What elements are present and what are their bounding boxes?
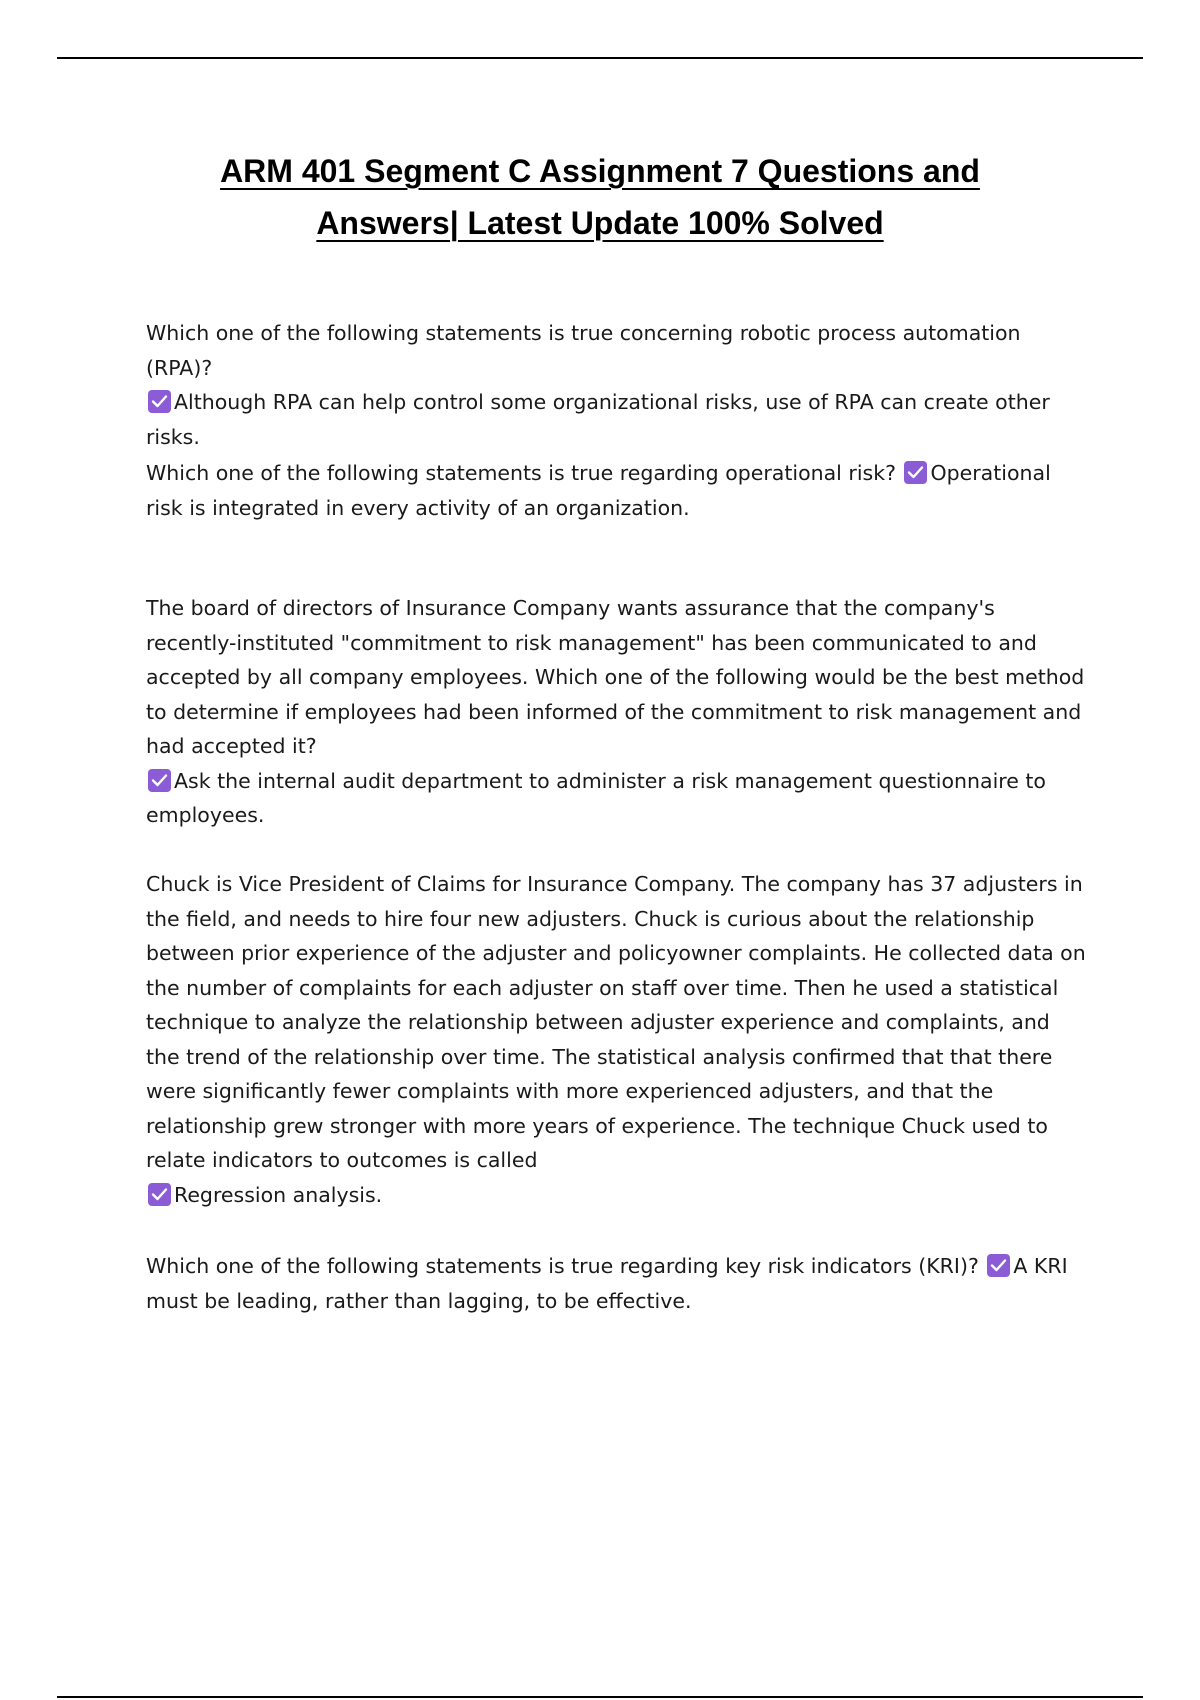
answer-text: Operational risk is integrated in every activity of an organization. xyxy=(146,461,1051,520)
qa-item-1 xyxy=(146,316,1086,454)
question-text: Chuck is Vice President of Claims for Insurance Company. The company has 37 adjusters in the field, and needs to hire four new adjusters. Chuck is curious about the relationship between prior experience of the adjuster and policyowner complaints. He collected data on the number of complaints for each adjuster on staff over time. Then he used a statistical technique to analyze the relationship between adjuster experience and complaints, and the trend of the relationship over time. The statistical analysis confirmed that that there were significantly fewer complaints with more experienced adjusters, and that the relationship grew stronger with more years of experience. The technique Chuck used to relate indicators to outcomes is called xyxy=(146,872,1086,1172)
question-text: Which one of the following statements is true regarding key risk indicators (KRI)? xyxy=(146,1254,979,1278)
bottom-rule xyxy=(57,1696,1143,1698)
check-box-icon xyxy=(148,769,171,792)
title-line-2: Answers| Latest Update 100% Solved xyxy=(316,205,884,241)
question-text: The board of directors of Insurance Company wants assurance that the company's recently-instituted "commitment to risk management" has been communicated to and accepted by all company employees. Which one of the following would be the best method to determine if employees had been informed of the commitment to risk management and had accepted it? xyxy=(146,596,1085,758)
answer-text: Regression analysis. xyxy=(174,1182,383,1207)
title-line-1: ARM 401 Segment C Assignment 7 Questions and xyxy=(220,153,980,189)
answer-text: Although RPA can help control some organizational risks, use of RPA can create other risks. xyxy=(146,390,1050,449)
check-box-icon xyxy=(904,461,927,484)
check-box-icon xyxy=(148,390,171,413)
qa-item-2 xyxy=(146,456,1086,525)
top-rule xyxy=(57,57,1143,59)
check-box-icon xyxy=(148,1183,171,1206)
question-text: Which one of the following statements is true concerning robotic process automation (RPA)? xyxy=(146,321,1021,380)
check-box-icon xyxy=(987,1254,1010,1277)
answer-text: A KRI must be leading, rather than lagging, to be effective. xyxy=(146,1254,1068,1313)
qa-item-4 xyxy=(146,867,1086,1212)
answer-text: Ask the internal audit department to administer a risk management questionnaire to employees. xyxy=(146,768,1046,827)
document-title xyxy=(100,145,1100,249)
question-text: Which one of the following statements is true regarding operational risk? xyxy=(146,461,896,485)
qa-item-5 xyxy=(146,1249,1086,1318)
qa-item-3 xyxy=(146,591,1086,833)
